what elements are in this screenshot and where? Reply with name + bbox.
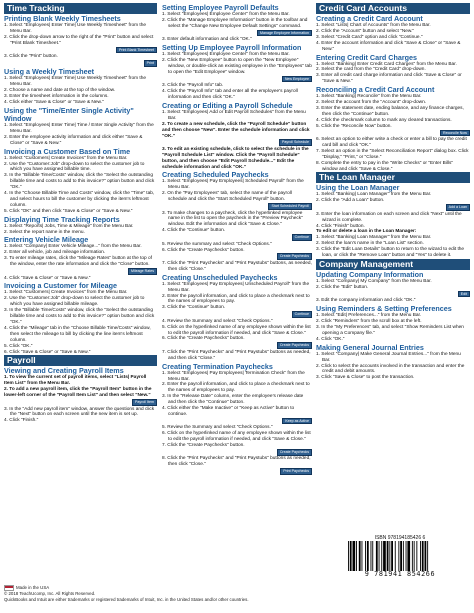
instruction-step: 5. Review the Summary and select "Check Options."	[162, 425, 273, 431]
instruction-step: 3. In the "Billable Time/Costs" window, click the "Select the outstanding billable time and costs to add to this invoice?" option button and click "OK."	[4, 173, 155, 191]
copyright-text: © 2018 TeachUcomp, Inc. All Rights Reserved.	[4, 591, 96, 596]
made-in-text: Made in the USA	[16, 585, 50, 591]
add-a-loan-button[interactable]: Add a Loan	[446, 204, 470, 211]
trademark-text: QuickBooks and Intuit are either trademarks or registered trademarks of Intuit, Inc. in the United States and/or other countries.	[4, 596, 249, 602]
section-heading-printing-blank-weekly-timesheets: Printing Blank Weekly Timesheets	[4, 14, 121, 23]
instruction-step: 8. Complete the entry to pay in the "Write Checks" or "Enter Bills" window and click "Save & Close."	[316, 160, 454, 172]
payroll-schedule-button[interactable]: Payroll Schedule	[279, 139, 312, 146]
instruction-step: 3. Click the "Edit Loan Details" button to return to the wizard to edit the loan, or click the "Remove Loan" button and "Yes" to delete it.	[316, 247, 465, 259]
instruction-step: 3. To enter mileage rates, click the "Mileage Rates" button at the top of the window, enter the rate information and click the "Close" button.	[4, 256, 152, 268]
instruction-step: 1. Select "Banking| Loan Manager" from the Menu Bar.	[316, 192, 432, 198]
instruction-step: 1. Select "Edit| Preferences..." from the Menu Bar.	[316, 313, 422, 319]
instruction-note: 3. To edit an existing schedule, click to select the schedule in the "Payroll Schedule List" window. Click the "Payroll Schedule" button, and then choose "Edit Payroll Schedule..." Edit the schedule information and click "OK."	[162, 146, 309, 170]
instruction-step: 5. Click "OK."	[4, 343, 33, 349]
section-heading-using-reminders-setting-preferences: Using Reminders & Setting Preferences	[316, 304, 452, 314]
print-button[interactable]: Print	[144, 60, 157, 67]
instruction-step: 5. Review the summary and select "Check Options."	[162, 241, 272, 247]
continue-button[interactable]: Continue	[292, 234, 312, 241]
instruction-step: 2. Choose a name and date at the top of the window.	[4, 88, 116, 94]
section-bar-the-loan-manager: The Loan Manager	[316, 172, 470, 183]
reconcile-now-button[interactable]: Reconcile Now	[440, 130, 470, 137]
button-illustration	[162, 253, 312, 260]
section-heading-setting-employee-payroll-defaults: Setting Employee Payroll Defaults	[162, 3, 279, 12]
isbn-digits: 9 781941 854266	[364, 570, 436, 578]
payroll-item-button[interactable]: Payroll Item	[132, 399, 157, 406]
instruction-step: 2. Select the loan's name in the "Loan List" section.	[316, 241, 424, 247]
button-illustration	[162, 342, 312, 349]
instruction-step: 1. Select "Employees| Pay Employees| Scheduled Payroll" from the Menu Bar.	[162, 179, 304, 191]
instruction-step: 3. To make changes to a paycheck, click the hyperlinked employee name in the list to open the paycheck in the "Preview Paycheck" window. Edit the information and click "Save & Close."	[162, 210, 303, 228]
instruction-step: 1. Select "Company| My Company" from the Menu Bar.	[316, 279, 432, 284]
section-heading-creating-unscheduled-paychecks: Creating Unscheduled Paychecks	[162, 272, 278, 282]
instruction-step: 3. Click the "Print" button.	[4, 54, 58, 60]
button-illustration	[162, 139, 312, 146]
instruction-step: 6. Click the "Create Paychecks" button.	[162, 247, 245, 253]
isbn-block	[344, 535, 456, 579]
instruction-step: 1. Select "Customers| Create Invoices" from the Menu Bar.	[4, 155, 128, 161]
instruction-step: 5. Click on the hyperlinked name of any employee shown within the list to edit the payroll information if needed, and click "Save & Close."	[162, 324, 311, 336]
button-illustration	[4, 268, 157, 275]
instruction-step: 1. Select "Employees| Pay Employees| Unscheduled Payroll" from the Menu Bar.	[162, 281, 310, 293]
instruction-step: 3. Enter all credit card charge information and click "Save & Close" or "Save & New."	[316, 73, 462, 85]
button-illustration	[4, 47, 157, 54]
section-heading-invoicing-a-customer-based-on-time: Invoicing a Customer Based on Time	[4, 146, 131, 156]
instruction-step: 3. In the "My Preferences" tab, and select "Show Reminders List when opening a Company file."	[316, 324, 464, 336]
instruction-step: 7. Click the "Create Paychecks" button.	[162, 443, 245, 449]
section-heading-setting-up-employee-payroll-information: Setting Up Employee Payroll Information	[162, 43, 302, 53]
start-scheduled-payroll-button[interactable]: Start Scheduled Payroll	[268, 203, 312, 210]
instruction-note: To edit or delete a loan in the Loan Manager:	[316, 229, 417, 235]
instruction-step: 6. Click "Save & Close" or "Save & New."	[4, 349, 91, 355]
instruction-step: 4. Click the "Continue" button.	[162, 228, 226, 234]
instruction-step: 1. Select "Employees| Enter Time| Use Weekly Timesheet" from the Menu Bar.	[4, 23, 146, 34]
instruction-step: 3. Enter default information and click "OK."	[162, 37, 252, 43]
instruction-step: 1. Select "Employees| Add or Edit Payroll Schedules" from the Menu Bar.	[162, 109, 306, 121]
instruction-step: 6. Click on the hyperlinked name of any employee shown within the list to edit the payroll information if needed, and click "Save & Close."	[162, 431, 311, 443]
instruction-step: 2. Click the "Add a Loan" button.	[316, 198, 385, 204]
section-heading-reconciling-a-credit-card-account: Reconciling a Credit Card Account	[316, 85, 435, 95]
instruction-step: 2. Click the "New Employee" button to open the "New Employee" window, or double-click an existing employee in the "Employees" tab to open the "Edit Employee" window.	[162, 57, 312, 75]
instruction-step: 2. Enter the payroll information, and click to place a checkmark next to the names of employees to pay.	[162, 382, 310, 394]
instruction-step: 2. Click the "Manage Employee Information" button in the toolbar and select the "Change New Employee Default Settings" command.	[162, 17, 308, 29]
instruction-step: 2. Enter the payroll information, and click to place a checkmark next to the names of employees to pay.	[162, 293, 310, 305]
instruction-step: 7. Select an option in the "Select Reconciliation Report" dialog box. Click "Display," "Print," or "Close."	[316, 148, 469, 160]
section-bar-payroll: Payroll	[4, 355, 157, 366]
instruction-step: 2. Click the "Account" button and select "New."	[316, 28, 415, 34]
instruction-step: 3. Enter the statement date, ending balance, and any finance charges, then click the "Continue" button.	[316, 105, 464, 117]
instruction-step: 4. Click either the "Make Inactive" or "Keep as Active" button to continue.	[162, 406, 295, 417]
instruction-step: 2. Enter the employee activity information and click either "Save & Close" or "Save & New."	[4, 134, 143, 146]
instruction-step: 1. Select "Banking| Loan Manager" from the Menu Bar.	[316, 235, 432, 241]
instruction-step: 1. Select "Lists| Chart of Accounts" from the Menu Bar.	[316, 23, 431, 28]
section-heading-using-a-weekly-timesheet: Using a Weekly Timesheet	[4, 67, 95, 77]
section-heading-updating-company-information: Updating Company Information	[316, 270, 424, 279]
instruction-note: 2. To create a new schedule, click the "Payroll Schedule" button and then choose "New". Enter the schedule information and click "OK."	[162, 121, 310, 139]
section-heading-entering-credit-card-charges: Entering Credit Card Charges	[316, 52, 418, 62]
instruction-step: 2. Use the "Customer:Job" drop-down to select the customer job to which you have assigned billable mileage.	[4, 296, 145, 308]
section-heading-invoicing-a-customer-for-mileage: Invoicing a Customer for Mileage	[4, 281, 118, 291]
instruction-step: 3. Select "Credit Card" option and click "Continue."	[316, 34, 423, 40]
instruction-step: 2. Select the account from the "Account" drop-down.	[316, 100, 427, 106]
keep-as-active-button[interactable]: Keep as Active	[282, 418, 312, 425]
instruction-step: 2. Click to select the accounts involved in the transaction and enter the credit and debit amounts.	[316, 363, 465, 375]
instruction-step: 3. In the "Release Date" column, enter the employee's release date and then click the "Continue" button.	[162, 394, 304, 406]
section-heading-making-general-journal-entries: Making General Journal Entries	[316, 342, 424, 352]
instruction-step: 1. Select "Banking| Enter Credit Card Charges" from the Menu Bar.	[316, 61, 457, 67]
print-blank-timesheet-button[interactable]: Print Blank Timesheet	[116, 47, 157, 54]
section-bar-credit-card-accounts: Credit Card Accounts	[316, 3, 470, 14]
create-paychecks-button[interactable]: Create Paychecks	[277, 253, 312, 260]
section-heading-creating-termination-paychecks: Creating Termination Paychecks	[162, 361, 273, 371]
instruction-step: 4. Click "Save & Close" or "Save & New."	[4, 275, 91, 281]
button-illustration	[316, 204, 470, 211]
instruction-step: 4. Click the "Payroll Info" tab and enter all the employee's payroll information and then click "OK."	[162, 89, 298, 100]
instruction-step: 3. In the "Add new payroll item" window, answer the questions and click the "Next" button on each screen until the new item is set up.	[4, 406, 155, 418]
instruction-step: 2. Select the card from the "Credit Card" drop-down.	[316, 67, 426, 73]
section-heading-displaying-time-tracking-reports: Displaying Time Tracking Reports	[4, 214, 120, 224]
button-illustration	[162, 203, 312, 210]
create-paychecks-button[interactable]: Create Paychecks	[277, 449, 312, 456]
instruction-step: 4. Click either "Save & Close" or "Save & New."	[4, 100, 104, 106]
instruction-step: 7. Click the "Print Paychecks" and "Print Paystubs" buttons, as needed, then click "Close."	[162, 260, 312, 272]
instruction-step: 3. Enter the loan information on each screen and click "Next" until the wizard is complete.	[316, 211, 462, 223]
instruction-step: 4. Click "Finish" button.	[316, 223, 365, 229]
button-illustration	[162, 468, 312, 475]
create-paychecks-button[interactable]: Create Paychecks	[277, 342, 312, 349]
instruction-step: 2. Click "Reminders" from the scroll box at the left.	[316, 319, 422, 325]
instruction-step: 1. Select "Company| Make General Journal Entries..." from the Menu Bar.	[316, 351, 461, 363]
instruction-step: 4. Click "Finish."	[4, 418, 39, 424]
instruction-step: 1. Select "Employees| Enter Time| Time / Enter Single Activity" from the Menu Bar.	[4, 122, 154, 134]
instruction-step: 6. Select an option to either write a check or enter a bill to pay the credit card bill and click "OK."	[316, 137, 467, 148]
instruction-step: 8. Click the "Print Paychecks" and "Print Paystubs" buttons as needed, then click "Close."	[162, 456, 311, 468]
isbn-label: ISBN 978194185426 6	[374, 535, 426, 541]
instruction-note: 1. To view the current set of payroll items, select "Lists| Payroll Item List" from the Menu Bar.	[4, 375, 147, 387]
instruction-step: 1. Select "Employees| Employee Center" from the Menu Bar.	[162, 12, 290, 17]
instruction-step: 3. Edit the company information and click "OK."	[316, 298, 416, 304]
instruction-step: 1. Select "Employees| Pay Employees| Termination Check" from the Menu Bar.	[162, 370, 305, 382]
instruction-step: 3. In the "Billable Time/Costs" window, click the "Select the outstanding billable time and costs to add to this invoice?" option button and click "OK."	[4, 308, 155, 325]
section-heading-creating-scheduled-paychecks: Creating Scheduled Paychecks	[162, 170, 269, 180]
instruction-step: 7. Click the "Print Paychecks" and "Print Paystubs" buttons as needed, and then click "Close."	[162, 349, 311, 361]
instruction-step: 5. Click the "Reconcile Now" button.	[316, 123, 392, 129]
section-heading-creating-a-credit-card-account: Creating a Credit Card Account	[316, 14, 423, 23]
instruction-step: 2. On the "Pay Employees" tab, select the name of the payroll schedule and click the "Start Scheduled Payroll" button.	[162, 191, 292, 203]
instruction-step: 3. Click the "Continue" button.	[162, 305, 226, 311]
instruction-step: 4. In the "Choose Billable Time and Costs" window, click the "Time" tab, and select hours to bill the customer by clicking the item's leftmost column.	[4, 191, 155, 208]
section-heading-viewing-and-creating-payroll-items: Viewing and Creating Payroll Items	[4, 366, 124, 376]
instruction-step: 4. Click "OK."	[316, 336, 345, 342]
footer	[4, 585, 304, 602]
section-heading-using-the-loan-manager: Using the Loan Manager	[316, 183, 400, 193]
column-right	[316, 3, 470, 381]
new-employee-button[interactable]: New Employee	[282, 76, 312, 83]
button-illustration	[162, 311, 312, 318]
instruction-step: 2. Select the report name in the menu.	[4, 229, 85, 235]
section-bar-time-tracking: Time Tracking	[4, 3, 157, 14]
section-heading-entering-vehicle-mileage: Entering Vehicle Mileage	[4, 235, 89, 245]
section-heading-creating-or-editing-a-payroll-schedule: Creating or Editing a Payroll Schedule	[162, 100, 293, 110]
instruction-step: 4. Click the "Mileage" tab in the "Choose Billable Time/Costs" window, then select the mileage to bill by clicking the line item's leftmost column.	[4, 325, 151, 343]
edit-button[interactable]: Edit	[458, 291, 470, 298]
section-heading-using-the-time-enter-single-activity-win: Using the "Time/Enter Single Activity" Window	[4, 105, 134, 123]
instruction-step: 1. Select "Reports| Jobs, Time & Mileage" from the Menu Bar.	[4, 223, 134, 229]
barcode-icon	[346, 541, 454, 571]
instruction-step: 4. Click the checkmark column to mark any cleared transactions.	[316, 117, 452, 123]
continue-button[interactable]: Continue	[292, 311, 312, 318]
instruction-step: 1. Select "Employees| Employee Center" from the Menu Bar.	[162, 52, 290, 58]
instruction-step: 2. Click the drop-down arrow to the right of the "Print" button and select "Print Blank Timesheet."	[4, 34, 154, 46]
print-paychecks-button[interactable]: Print Paychecks	[280, 468, 312, 475]
instruction-step: 1. Select "Employees| Enter Time| Use Weekly Timesheet" from the Menu Bar.	[4, 76, 146, 88]
instruction-step: 5. Click "OK" and then click "Save & Close" or "Save & New."	[4, 208, 133, 214]
instruction-step: 1. Select "Banking| Reconcile" from the Menu Bar.	[316, 94, 422, 100]
instruction-step: 2. Click the "Edit" button.	[316, 284, 369, 290]
manage-employee-information-button[interactable]: Manage Employee Information	[257, 30, 312, 37]
instruction-step: 3. Click the "Payroll Info" tab.	[162, 83, 224, 89]
column-left	[4, 3, 157, 424]
button-illustration	[4, 60, 157, 67]
instruction-step: 3. Enter the timesheet information in the columns.	[4, 94, 109, 100]
button-illustration	[4, 399, 157, 406]
instruction-step: 1. Select "Company| Enter Vehicle Mileage..." from the Menu Bar.	[4, 244, 142, 250]
instruction-step: 4. Enter the account information and click "Save & Close" or "Save & New."	[316, 40, 461, 52]
section-bar-company-management: Company Management	[316, 259, 470, 270]
instruction-step: 6. Click the "Create Paychecks" button.	[162, 336, 245, 342]
instruction-note: 2. To add a new payroll item, click the "Payroll Item" button in the lower-left corner of the "Payroll Item List" and then select "New."	[4, 387, 152, 399]
instruction-step: 2. Use the "Customer:Job" drop-down to select the customer job to which you have assigned billable time.	[4, 161, 145, 173]
instruction-step: 3. Click "Save & Close" to post the transaction.	[316, 375, 415, 381]
column-middle	[162, 3, 312, 476]
mileage-rates-button[interactable]: Mileage Rates	[128, 268, 157, 275]
button-illustration	[162, 234, 312, 241]
button-illustration	[316, 130, 470, 137]
instruction-step: 1. Select "Customers| Create Invoices" from the Menu Bar.	[4, 290, 128, 296]
instruction-step: 2. Enter all vehicle, job and mileage information.	[4, 250, 106, 256]
instruction-step: 4. Review the Summary and select "Check Options."	[162, 318, 273, 324]
